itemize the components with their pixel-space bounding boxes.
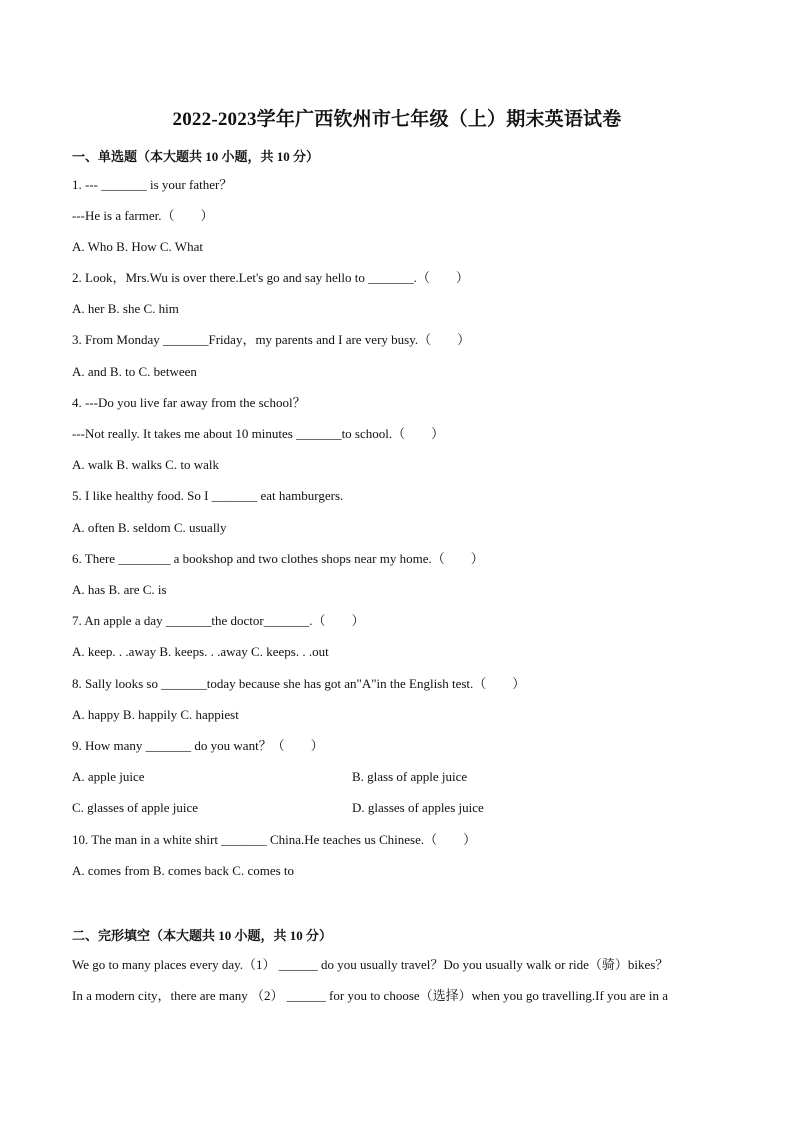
exam-title: 2022-2023学年广西钦州市七年级（上）期末英语试卷 bbox=[172, 109, 622, 130]
question-1-stem: 1. --- _______ is your father？ bbox=[72, 177, 233, 192]
question-2-stem: 2. Look，Mrs.Wu is over there.Let's go and say hello to _______.（ ） bbox=[72, 270, 469, 285]
question-5-stem: 5. I like healthy food. So I _______ eat hamburgers. bbox=[72, 488, 344, 503]
question-9-option-b: B. glass of apple juice bbox=[352, 769, 468, 784]
question-9-stem: 9. How many _______ do you want？（ ） bbox=[72, 738, 324, 753]
question-1-options: A. Who B. How C. What bbox=[72, 239, 203, 254]
question-2-options: A. her B. she C. him bbox=[72, 301, 179, 316]
question-9-option-a: A. apple juice bbox=[72, 769, 145, 784]
question-9-options-row-2 bbox=[72, 800, 484, 816]
question-9-option-c: C. glasses of apple juice bbox=[72, 800, 198, 815]
question-4-options: A. walk B. walks C. to walk bbox=[72, 457, 219, 472]
question-5-options: A. often B. seldom C. usually bbox=[72, 520, 227, 535]
question-3-options: A. and B. to C. between bbox=[72, 364, 197, 379]
question-9-options-row-1 bbox=[72, 769, 467, 785]
question-8-options: A. happy B. happily C. happiest bbox=[72, 707, 239, 722]
question-3-stem: 3. From Monday _______Friday，my parents and I are very busy.（ ） bbox=[72, 332, 471, 347]
section-heading-cloze: 二、完形填空（本大题共 10 小题，共 10 分） bbox=[72, 928, 333, 943]
question-8-stem: 8. Sally looks so _______today because she has got an"A"in the English test.（ ） bbox=[72, 676, 526, 691]
question-4-answer-line: ---Not really. It takes me about 10 minutes _______to school.（ ） bbox=[72, 426, 445, 441]
cloze-passage-line-1: We go to many places every day.（1） ______ do you usually travel？Do you usually walk or ride（骑）bikes？ bbox=[72, 957, 669, 972]
question-7-stem: 7. An apple a day _______the doctor_______.（ ） bbox=[72, 613, 365, 628]
question-1-answer-line: ---He is a farmer.（ ） bbox=[72, 208, 214, 223]
question-10-stem: 10. The man in a white shirt _______ China.He teaches us Chinese.（ ） bbox=[72, 832, 477, 847]
section-heading-single-choice: 一、单选题（本大题共 10 小题，共 10 分） bbox=[72, 149, 320, 164]
cloze-passage-line-2: In a modern city，there are many （2） ______ for you to choose（选择）when you go travelling.If you are in a bbox=[72, 988, 669, 1003]
question-9-option-d: D. glasses of apples juice bbox=[352, 800, 484, 815]
question-7-options: A. keep. . .away B. keeps. . .away C. keeps. . .out bbox=[72, 644, 329, 659]
question-10-options: A. comes from B. comes back C. comes to bbox=[72, 863, 295, 878]
question-6-options: A. has B. are C. is bbox=[72, 582, 167, 597]
question-4-stem: 4. ---Do you live far away from the school？ bbox=[72, 395, 306, 410]
question-6-stem: 6. There ________ a bookshop and two clothes shops near my home.（ ） bbox=[72, 551, 484, 566]
